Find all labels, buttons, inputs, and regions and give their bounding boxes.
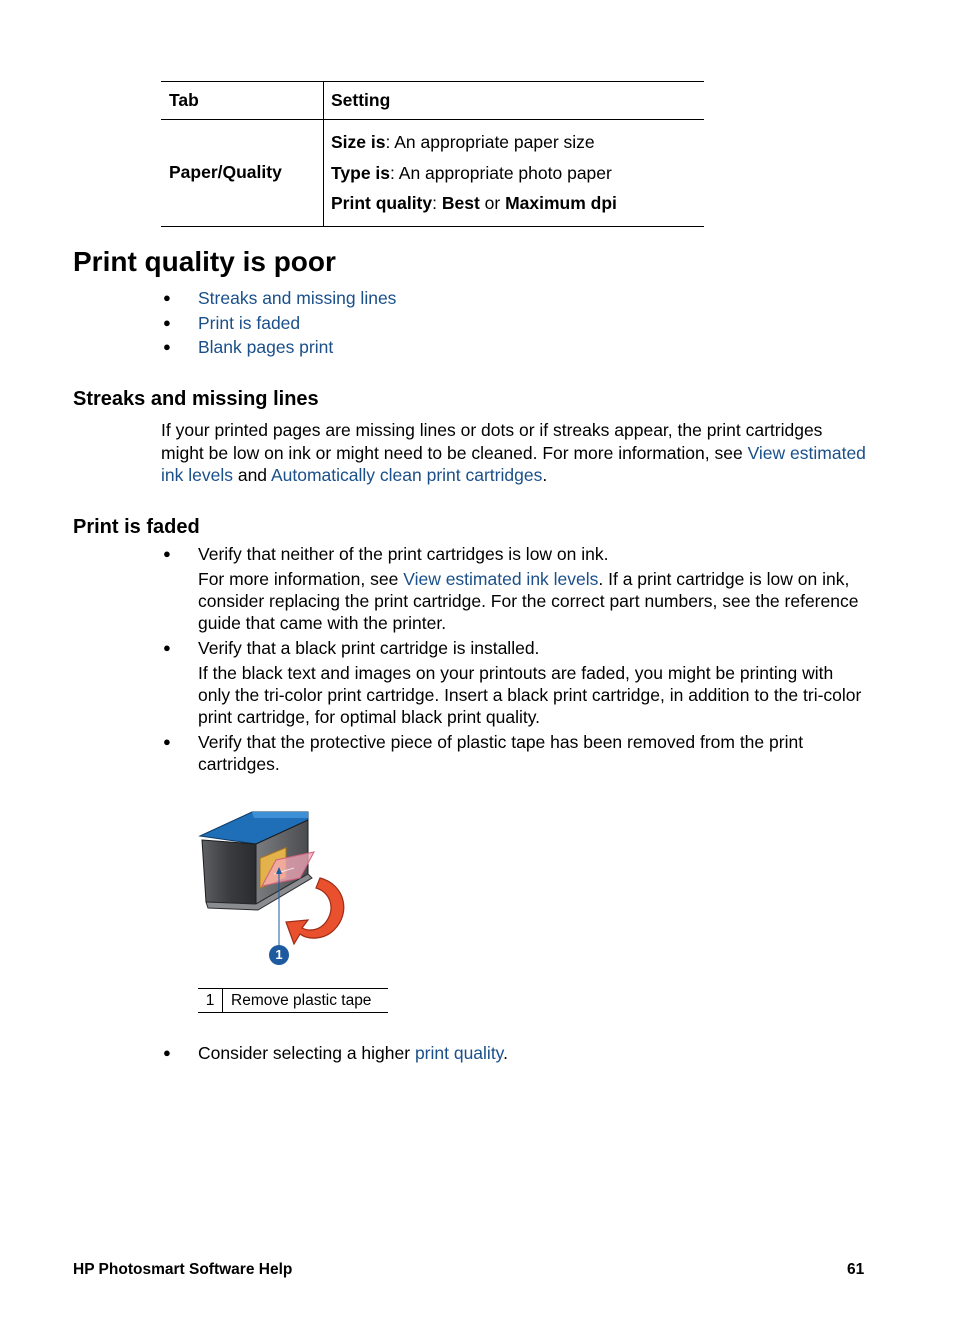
faded-list — [161, 543, 866, 778]
callout-number: 1 — [275, 947, 283, 962]
section-heading-streaks: Streaks and missing lines — [73, 388, 319, 410]
table-cell-settings — [324, 120, 705, 227]
setting-quality-best: Best — [441, 193, 480, 213]
last-item-before: Consider selecting a higher — [198, 1043, 415, 1063]
table-header-row — [161, 82, 704, 120]
faded-item3-main: Verify that the protective piece of plastic tape has been removed from the print cartridges. — [198, 732, 804, 774]
figure-caption-table — [198, 988, 388, 1013]
faded-item1-sub-before: For more information, see — [198, 569, 404, 589]
page-title: Print quality is poor — [73, 246, 336, 277]
list-item — [161, 286, 396, 311]
setting-quality-or: or — [479, 193, 506, 213]
list-item — [161, 543, 866, 634]
section-heading-faded: Print is faded — [73, 516, 200, 538]
toc-list — [161, 286, 396, 360]
table-header-setting: Setting — [324, 82, 705, 120]
setting-quality-max: Maximum dpi — [505, 193, 617, 213]
list-item — [161, 311, 396, 336]
cartridge-figure — [196, 804, 356, 969]
link-view-ink-levels[interactable]: View estimated ink levels — [161, 442, 866, 485]
streaks-paragraph — [161, 419, 866, 487]
table-row — [198, 989, 388, 1013]
faded-item1-sub-after: . If a print cartridge is low on ink, consider replacing the print cartridge. For the correct part numbers, see the reference guide that came with the printer. — [198, 569, 859, 633]
table-header-tab: Tab — [161, 82, 324, 120]
last-item-after: . — [503, 1043, 509, 1063]
setting-quality — [331, 188, 704, 219]
toc-link-streaks[interactable]: Streaks and missing lines — [198, 288, 397, 308]
bullet-icon: ● — [163, 290, 171, 305]
list-item — [161, 335, 396, 360]
table-row — [161, 120, 704, 227]
table-cell-tab: Paper/Quality — [161, 120, 324, 227]
settings-table — [161, 81, 704, 227]
faded-item2-main: Verify that a black print cartridge is installed. — [198, 638, 540, 658]
caption-number: 1 — [198, 989, 223, 1013]
setting-quality-sep: : — [432, 193, 442, 213]
bullet-icon: ● — [163, 546, 171, 561]
setting-size — [331, 127, 704, 158]
link-clean-cartridges[interactable]: Automatically clean print cartridges — [270, 465, 543, 485]
setting-type — [331, 158, 704, 189]
link-print-quality[interactable]: print quality — [414, 1043, 504, 1063]
caption-text: Remove plastic tape — [223, 989, 389, 1013]
faded-item1-sub — [198, 568, 866, 634]
setting-type-label: Type is — [331, 162, 391, 183]
streaks-text-after: . — [542, 465, 548, 485]
setting-type-value: : An appropriate photo paper — [390, 162, 612, 183]
bullet-icon: ● — [163, 640, 171, 655]
list-item — [161, 1042, 508, 1064]
toc-link-blank[interactable]: Blank pages print — [198, 337, 334, 357]
toc-link-faded[interactable]: Print is faded — [198, 312, 301, 333]
streaks-text-before: If your printed pages are missing lines or dots or if streaks appear, the print cartridges might be low on ink or might need to be cleaned. For more information, see — [161, 420, 823, 463]
faded-item1-main: Verify that neither of the print cartridges is low on ink. — [198, 544, 609, 564]
bullet-icon: ● — [163, 1045, 171, 1060]
bullet-icon: ● — [163, 314, 171, 330]
footer-title: HP Photosmart Software Help — [73, 1261, 293, 1278]
setting-quality-label: Print quality — [331, 193, 433, 213]
bullet-icon: ● — [163, 734, 171, 749]
streaks-text-mid: and — [232, 465, 271, 485]
list-item — [161, 637, 866, 728]
setting-size-value: : An appropriate paper size — [385, 132, 595, 152]
list-item — [161, 731, 866, 775]
bullet-icon: ● — [163, 339, 171, 354]
faded-item2-sub: If the black text and images on your printouts are faded, you might be printing with only the tri-color print cartridge. Insert a black print cartridge, in addition to the tri-color print cartridge, for optimal black print quality. — [198, 663, 862, 727]
setting-size-label: Size is — [331, 132, 386, 152]
faded-list-continued — [161, 1042, 508, 1064]
page-number: 61 — [847, 1261, 865, 1278]
link-view-ink-levels-2[interactable]: View estimated ink levels — [403, 569, 599, 589]
